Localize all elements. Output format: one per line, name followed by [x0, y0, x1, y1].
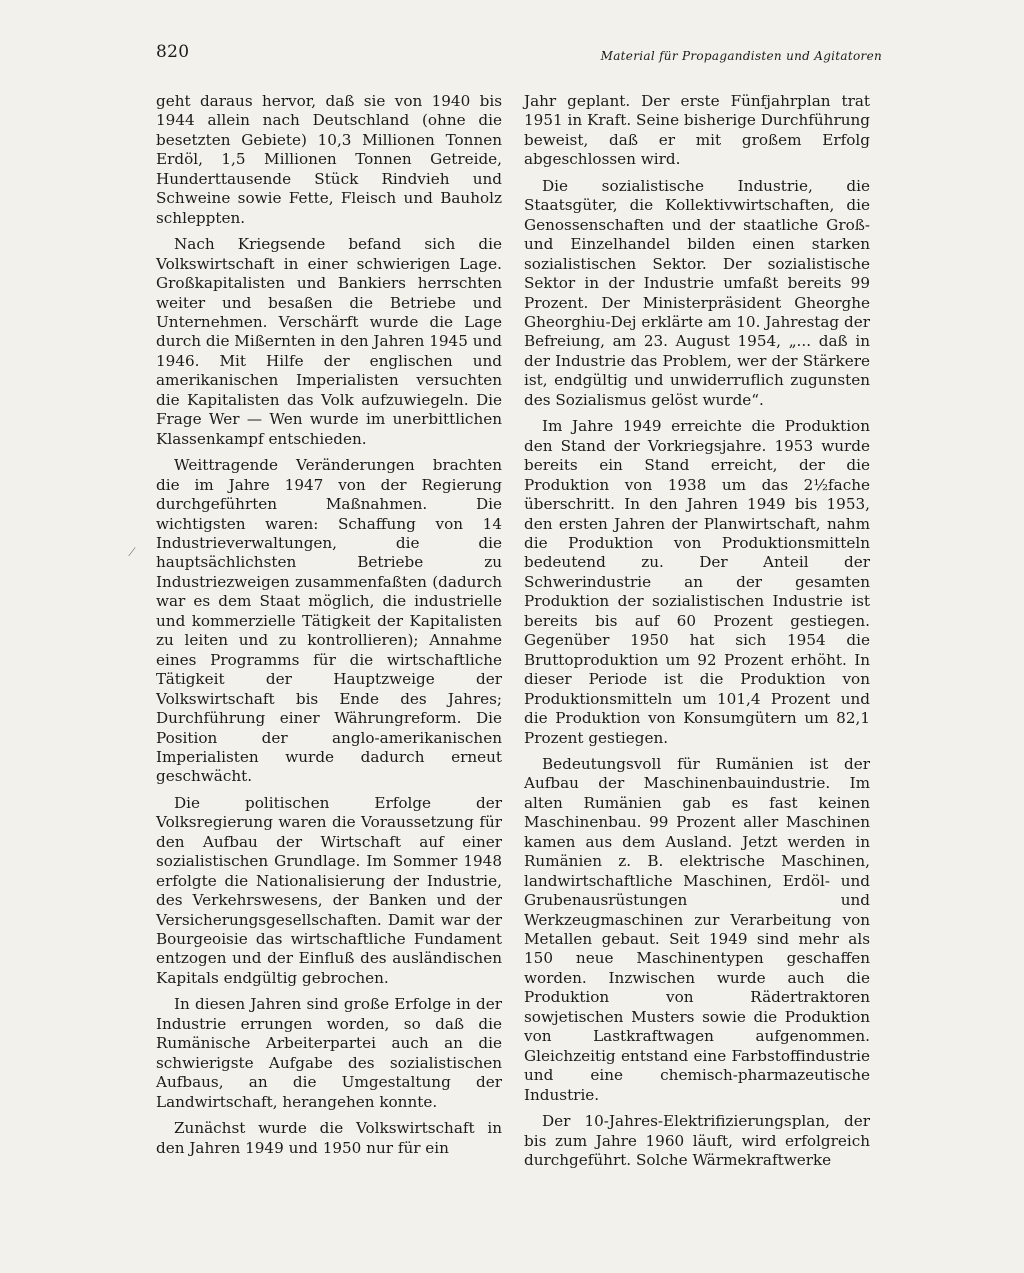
- paragraph: Bedeutungsvoll für Rumänien ist der Aufbau der Maschinenbauindustrie. Im alten Rumänien gab es fast keinen Maschinenbau. 99 Prozent aller Maschinen kamen aus dem Ausland. Jetzt werden in Rumänien z. B. elektrische Maschinen, landwirtschaftliche Maschinen, Erdöl- und Grubenausrüstungen und Werkzeugmaschinen zur Verarbeitung von Metallen gebaut. Seit 1949 sind mehr als 150 neue Maschinentypen geschaffen worden. Inzwischen wurde auch die Produktion von Rädertraktoren sowjetischen Musters sowie die Produktion von Lastkraftwagen aufgenommen. Gleichzeitig entstand eine Farbstoffindustrie und eine chemisch-pharmazeutische Industrie.: [524, 754, 870, 1104]
- paragraph: Die sozialistische Industrie, die Staatsgüter, die Kollektivwirtschaften, die Genossenschaften und der staatliche Groß- und Einzelhandel bilden einen starken sozialistischen Sektor. Der sozialistische Sektor in der Industrie umfaßt bereits 99 Prozent. Der Ministerpräsident Gheorghe Gheorghiu-Dej erklärte am 10. Jahrestag der Befreiung, am 23. August 1954, „... daß in der Industrie das Problem, wer der Stärkere ist, endgültig und unwiderruflich zugunsten des Sozialismus gelöst wurde“.: [524, 176, 870, 409]
- paragraph: Weittragende Veränderungen brachten die im Jahre 1947 von der Regierung durchgeführten Maßnahmen. Die wichtigsten waren: Schaffung von 14 Industrieverwaltungen, die die hauptsächlichsten Betriebe zu Industriezweigen zusammenfaßten (dadurch war es dem Staat möglich, die industrielle und kommerzielle Tätigkeit der Kapitalisten zu leiten und zu kontrollieren); Annahme eines Programms für die wirtschaftliche Tätigkeit der Hauptzweige der Volkswirtschaft bis Ende des Jahres; Durchführung einer Währungreform. Die Position der anglo-amerikanischen Imperialisten wurde dadurch erneut geschwächt.: [156, 456, 502, 786]
- paragraph: Zunächst wurde die Volkswirtschaft in den Jahren 1949 und 1950 nur für ein: [156, 1119, 502, 1157]
- paragraph: Jahr geplant. Der erste Fünfjahrplan trat 1951 in Kraft. Seine bisherige Durchführung beweist, daß er mit großem Erfolg abgeschlossen wird.: [524, 92, 870, 169]
- paragraph: Der 10-Jahres-Elektrifizierungsplan, der bis zum Jahre 1960 läuft, wird erfolgreich durchgeführt. Solche Wärmekraftwerke: [524, 1112, 870, 1170]
- page-number: 820: [156, 42, 190, 62]
- left-text-column: [156, 92, 502, 1158]
- right-text-column: [524, 92, 870, 1170]
- running-header-title: Material für Propagandisten und Agitatoren: [600, 49, 882, 63]
- paragraph: Nach Kriegsende befand sich die Volkswirtschaft in einer schwierigen Lage. Großkapitalisten und Bankiers herrschten weiter und besaßen die Betriebe und Unternehmen. Verschärft wurde die Lage durch die Mißernten in den Jahren 1945 und 1946. Mit Hilfe der englischen und amerikanischen Imperialisten versuchten die Kapitalisten das Volk aufzuwiegeln. Die Frage Wer — Wen wurde im unerbittlichen Klassenkampf entschieden.: [156, 235, 502, 448]
- margin-mark: ⁄: [131, 546, 133, 559]
- paragraph: Die politischen Erfolge der Volksregierung waren die Voraussetzung für den Aufbau der Wirtschaft auf einer sozialistischen Grundlage. Im Sommer 1948 erfolgte die Nationalisierung der Industrie, des Verkehrswesens, der Banken und der Versicherungsgesellschaften. Damit war der Bourgeoisie das wirtschaftliche Fundament entzogen und der Einfluß des ausländischen Kapitals endgültig gebrochen.: [156, 793, 502, 987]
- paragraph: In diesen Jahren sind große Erfolge in der Industrie errungen worden, so daß die Rumänische Arbeiterpartei auch an die schwierigste Aufgabe des sozialistischen Aufbaus, an die Umgestaltung der Landwirtschaft, herangehen konnte.: [156, 995, 502, 1111]
- paragraph: Im Jahre 1949 erreichte die Produktion den Stand der Vorkriegsjahre. 1953 wurde bereits ein Stand erreicht, der die Produktion von 1938 um das 2½fache überschritt. In den Jahren 1949 bis 1953, den ersten Jahren der Planwirtschaft, nahm die Produktion von Produktionsmitteln bedeutend zu. Der Anteil der Schwerindustrie an der gesamten Produktion der sozialistischen Industrie ist bereits bis auf 60 Prozent gestiegen. Gegenüber 1950 hat sich 1954 die Bruttoproduktion um 92 Prozent erhöht. In dieser Periode ist die Produktion von Produktionsmitteln um 101,4 Prozent und die Produktion von Konsumgütern um 82,1 Prozent gestiegen.: [524, 417, 870, 747]
- paragraph: geht daraus hervor, daß sie von 1940 bis 1944 allein nach Deutschland (ohne die besetzten Gebiete) 10,3 Millionen Tonnen Erdöl, 1,5 Millionen Tonnen Getreide, Hunderttausende Stück Rindvieh und Schweine sowie Fette, Fleisch und Bauholz schleppten.: [156, 92, 502, 227]
